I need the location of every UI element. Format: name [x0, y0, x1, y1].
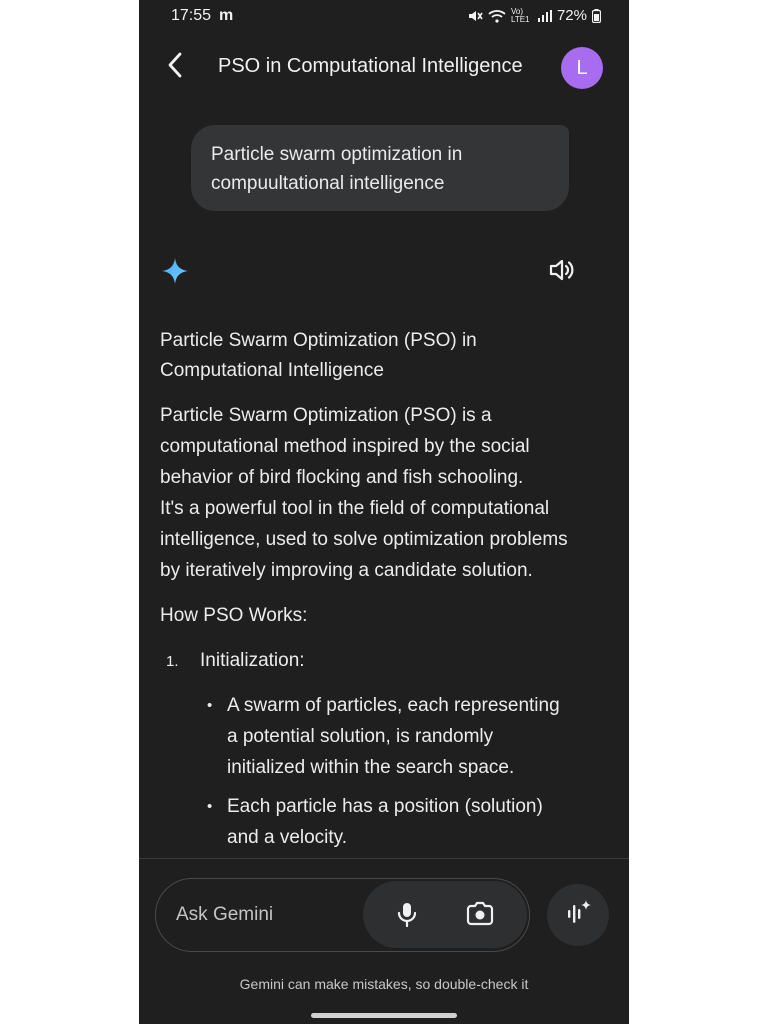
- bullet-text: [227, 690, 607, 783]
- paragraph-line: computational method inspired by the social: [160, 436, 530, 457]
- response-heading: [160, 326, 615, 386]
- network-label: Vo) LTE1: [510, 6, 530, 24]
- bullet-dot: •: [207, 697, 213, 714]
- avatar[interactable]: L: [561, 47, 603, 89]
- bullet-item: [201, 690, 615, 783]
- input-placeholder[interactable]: Ask Gemini: [176, 904, 274, 925]
- status-time: 17:55: [171, 7, 212, 24]
- speaker-icon: [549, 270, 575, 287]
- list-number: 1.: [166, 653, 179, 670]
- list-item-title: Initialization:: [200, 650, 305, 671]
- read-aloud-button[interactable]: [549, 257, 577, 285]
- bullet-line: and a velocity.: [227, 827, 348, 848]
- camera-button[interactable]: [465, 900, 495, 928]
- status-right: [467, 7, 601, 24]
- user-message-line: compuultational intelligence: [211, 173, 445, 194]
- response-heading-line: Particle Swarm Optimization (PSO) in: [160, 330, 477, 351]
- paragraph-line: Particle Swarm Optimization (PSO) is a: [160, 405, 492, 426]
- top-app-bar: [139, 42, 629, 94]
- bullet-line: initialized within the search space.: [227, 757, 515, 778]
- bullet-item: [201, 791, 615, 853]
- home-indicator[interactable]: [311, 1013, 457, 1018]
- microphone-icon: [393, 915, 421, 932]
- chevron-left-icon: [167, 52, 183, 83]
- status-bar: [139, 0, 629, 34]
- paragraph-line: It's a powerful tool in the field of computational: [160, 498, 550, 519]
- live-sparkle-icon: [563, 898, 593, 933]
- paragraph-line: by iteratively improving a candidate solution.: [160, 560, 533, 581]
- battery-level: 72%: [556, 7, 587, 24]
- wifi-icon: [488, 9, 506, 23]
- user-message-bubble: [191, 125, 569, 211]
- divider: [139, 858, 629, 859]
- list-item: [160, 645, 615, 676]
- camera-icon: [465, 915, 495, 932]
- ask-gemini-input[interactable]: [155, 878, 530, 952]
- disclaimer-text: Gemini can make mistakes, so double-check it: [239, 976, 529, 992]
- user-message-line: Particle swarm optimization in: [211, 144, 463, 165]
- bullet-text: [227, 791, 607, 853]
- response-paragraph: [160, 400, 615, 586]
- notification-glyph: m: [219, 7, 234, 24]
- response-heading-line: Computational Intelligence: [160, 360, 384, 381]
- microphone-button[interactable]: [393, 900, 421, 928]
- bullet-dot: •: [207, 798, 213, 815]
- paragraph-line: intelligence, used to solve optimization problems: [160, 529, 568, 550]
- bullet-list: [201, 690, 615, 853]
- assistant-response: [160, 326, 615, 861]
- section-heading: How PSO Works:: [160, 605, 308, 626]
- status-left: [171, 7, 233, 25]
- bullet-line: a potential solution, is randomly: [227, 726, 494, 747]
- numbered-list: [160, 645, 615, 853]
- signal-icon: [538, 10, 552, 22]
- bullet-line: A swarm of particles, each representing: [227, 695, 560, 716]
- battery-icon: [592, 9, 601, 23]
- live-mode-button[interactable]: [547, 884, 609, 946]
- conversation-title[interactable]: PSO in Computational Intelligence: [218, 55, 523, 77]
- back-button[interactable]: [159, 50, 191, 84]
- mute-icon: [467, 9, 483, 23]
- gemini-sparkle-icon: [161, 257, 189, 285]
- bullet-line: Each particle has a position (solution): [227, 796, 543, 817]
- paragraph-line: behavior of bird flocking and fish schooling.: [160, 467, 524, 488]
- phone-screen: [139, 0, 629, 1024]
- input-actions: [363, 881, 527, 948]
